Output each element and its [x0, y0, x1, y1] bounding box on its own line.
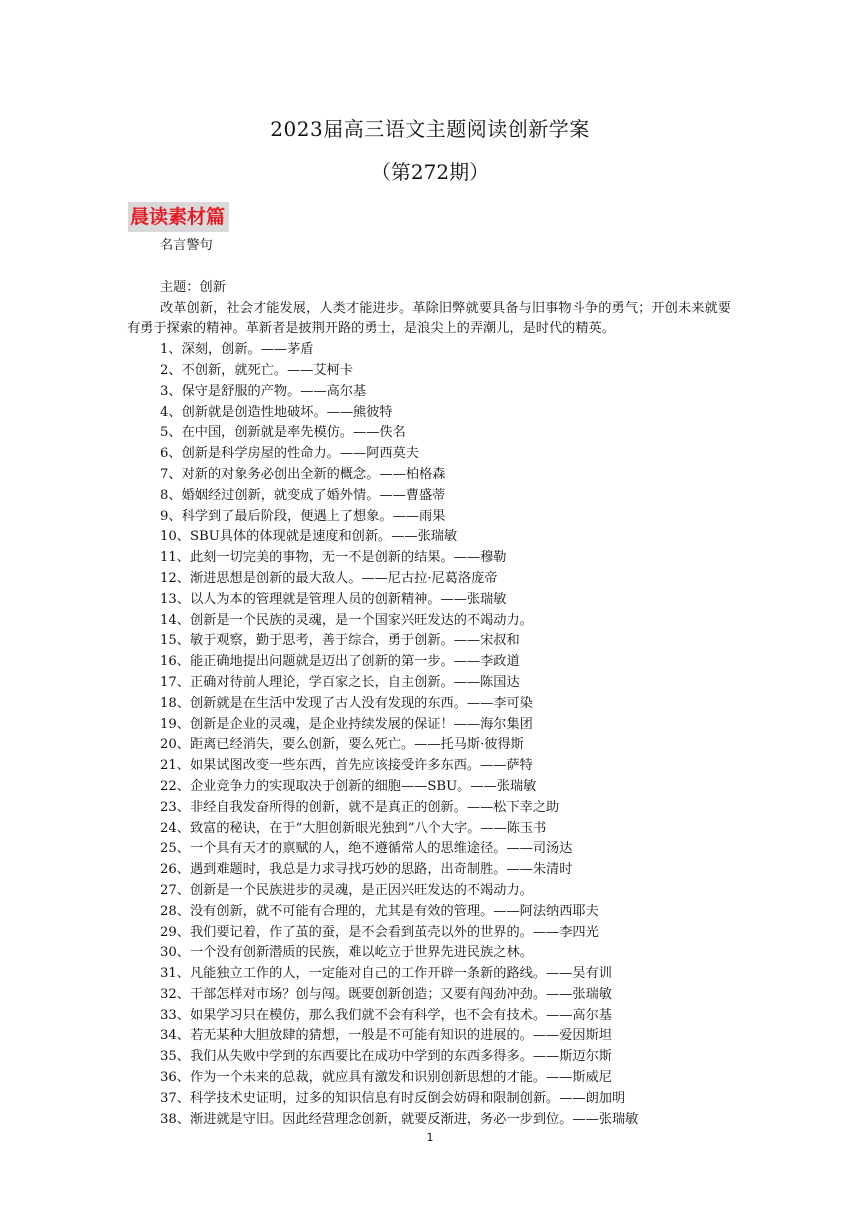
quote-item: 8、婚姻经过创新，就变成了婚外情。——曹盛蒂 — [160, 487, 446, 503]
section-heading: 晨读素材篇 — [128, 202, 229, 232]
quote-item: 22、企业竞争力的实现取决于创新的细胞——SBU。——张瑞敏 — [160, 778, 537, 794]
quote-item: 36、作为一个未来的总裁，就应具有激发和识别创新思想的才能。——斯威尼 — [160, 1070, 612, 1086]
quote-item: 2、不创新，就死亡。——艾柯卡 — [160, 362, 354, 378]
intro-paragraph: 改革创新，社会才能发展，人类才能进步。革除旧弊就要具备与旧事物斗争的勇气；开创未来就要有勇于探索的精神。革新者是披荆开路的勇士，是浪尖上的弄潮儿，是时代的精英。 — [127, 300, 731, 337]
quote-item: 34、若无某种大胆放肆的猜想，一般是不可能有知识的进展的。——爱因斯坦 — [160, 1028, 612, 1044]
quote-item: 3、保守是舒服的产物。——高尔基 — [160, 383, 367, 399]
quote-item: 38、渐进就是守旧。因此经营理念创新，就要反渐进，务必一步到位。——张瑞敏 — [160, 1111, 639, 1127]
quote-item: 27、创新是一个民族进步的灵魂，是正因兴旺发达的不竭动力。 — [160, 882, 533, 898]
category-label: 名言警句 — [160, 238, 213, 253]
quote-item: 14、创新是一个民族的灵魂，是一个国家兴旺发达的不竭动力。 — [160, 612, 533, 628]
page-number: 1 — [426, 1131, 434, 1144]
quote-item: 19、创新是企业的灵魂，是企业持续发展的保证！——海尔集团 — [160, 716, 533, 732]
quote-item: 33、如果学习只在模仿，那么我们就不会有科学，也不会有技术。——高尔基 — [160, 1007, 612, 1023]
quote-item: 28、没有创新，就不可能有合理的，尤其是有效的管理。——阿法纳西耶夫 — [160, 903, 599, 919]
quote-list — [127, 340, 731, 1130]
quote-item: 32、干部怎样对市场？创与闯。既要创新创造；又要有闯劲冲劲。——张瑞敏 — [160, 986, 612, 1002]
quote-item: 37、科学技术史证明，过多的知识信息有时反倒会妨碍和限制创新。——朗加明 — [160, 1090, 626, 1106]
issue-number: （第272期） — [370, 160, 490, 184]
quote-item: 17、正确对待前人理论，学百家之长，自主创新。——陈国达 — [160, 674, 520, 690]
quote-item: 6、创新是科学房屋的性命力。——阿西莫夫 — [160, 446, 419, 462]
quote-item: 9、科学到了最后阶段，便遇上了想象。——雨果 — [160, 508, 446, 524]
document-title: 2023届高三语文主题阅读创新学案 — [270, 117, 590, 141]
quote-item: 30、一个没有创新潜质的民族，难以屹立于世界先进民族之林。 — [160, 945, 533, 961]
quote-item: 1、深刻，创新。——茅盾 — [160, 342, 314, 358]
quote-item: 21、如果试图改变一些东西，首先应该接受许多东西。——萨特 — [160, 758, 533, 774]
quote-item: 26、遇到难题时，我总是力求寻找巧妙的思路，出奇制胜。——朱清时 — [160, 862, 573, 878]
quote-item: 11、此刻一切完美的事物，无一不是创新的结果。——穆勒 — [160, 550, 507, 566]
quote-item: 12、渐进思想是创新的最大敌人。——尼古拉·尼葛洛庞帝 — [160, 570, 498, 586]
quote-item: 5、在中国，创新就是率先模仿。——佚名 — [160, 425, 406, 441]
quote-item: 23、非经自我发奋所得的创新，就不是真正的创新。——松下幸之助 — [160, 799, 560, 815]
quote-item: 7、对新的对象务必创出全新的概念。——柏格森 — [160, 466, 446, 482]
quote-item: 29、我们要记着，作了茧的蚕，是不会看到茧壳以外的世界的。——李四光 — [160, 924, 599, 940]
quote-item: 15、敏于观察，勤于思考，善于综合，勇于创新。——宋叔和 — [160, 633, 520, 649]
quote-item: 24、致富的秘诀，在于“大胆创新眼光独到”八个大字。——陈玉书 — [160, 820, 547, 836]
quote-item: 13、以人为本的管理就是管理人员的创新精神。——张瑞敏 — [160, 591, 507, 607]
quote-item: 10、SBU具体的体现就是速度和创新。——张瑞敏 — [160, 529, 458, 545]
quote-item: 25、一个具有天才的禀赋的人，绝不遵循常人的思维途径。——司汤达 — [160, 841, 573, 857]
document-body — [127, 236, 731, 1130]
quote-item: 16、能正确地提出问题就是迈出了创新的第一步。——李政道 — [160, 654, 520, 670]
quote-item: 4、创新就是创造性地破坏。——熊彼特 — [160, 404, 393, 420]
blank-line — [127, 257, 731, 278]
quote-item: 18、创新就是在生活中发现了古人没有发现的东西。——李可染 — [160, 695, 533, 711]
quote-item: 35、我们从失败中学到的东西要比在成功中学到的东西多得多。——斯迈尔斯 — [160, 1049, 612, 1065]
quote-item: 20、距离已经消失，要么创新，要么死亡。——托马斯·彼得斯 — [160, 737, 524, 753]
theme-label: 主题：创新 — [160, 279, 226, 295]
quote-item: 31、凡能独立工作的人，一定能对自己的工作开辟一条新的路线。——吴有训 — [160, 966, 612, 982]
